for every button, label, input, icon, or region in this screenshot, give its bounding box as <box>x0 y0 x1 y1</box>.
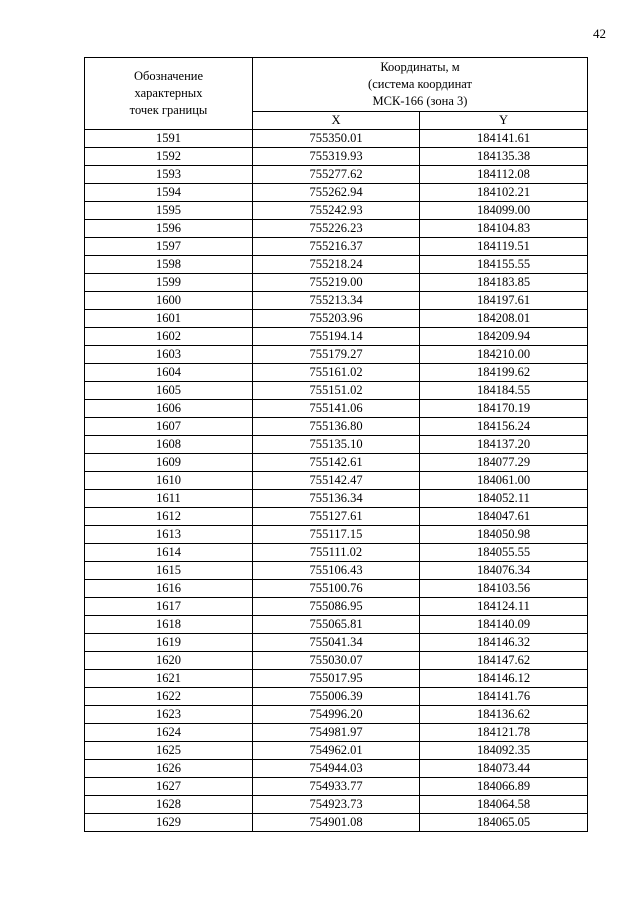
y-coordinate-cell: 184156.24 <box>420 418 588 436</box>
table-row <box>85 274 588 292</box>
table-row <box>85 580 588 598</box>
table-row <box>85 130 588 148</box>
coordinates-header: Координаты, м (система координат МСК-166 (зона 3) <box>253 58 588 112</box>
point-number-cell: 1609 <box>85 454 253 472</box>
table-row <box>85 490 588 508</box>
table-body <box>85 130 588 832</box>
table-row <box>85 436 588 454</box>
y-coordinate-cell: 184104.83 <box>420 220 588 238</box>
table-row <box>85 706 588 724</box>
point-number-cell: 1618 <box>85 616 253 634</box>
y-coordinate-cell: 184155.55 <box>420 256 588 274</box>
y-coordinate-cell: 184073.44 <box>420 760 588 778</box>
y-coordinate-cell: 184140.09 <box>420 616 588 634</box>
x-coordinate-cell: 755041.34 <box>253 634 420 652</box>
x-column-header: X <box>253 112 420 130</box>
point-number-cell: 1613 <box>85 526 253 544</box>
x-coordinate-cell: 755117.15 <box>253 526 420 544</box>
table-row <box>85 814 588 832</box>
y-coordinate-cell: 184061.00 <box>420 472 588 490</box>
x-coordinate-cell: 755135.10 <box>253 436 420 454</box>
table-row <box>85 508 588 526</box>
y-coordinate-cell: 184141.76 <box>420 688 588 706</box>
point-number-cell: 1624 <box>85 724 253 742</box>
x-coordinate-cell: 755179.27 <box>253 346 420 364</box>
table-row <box>85 148 588 166</box>
y-coordinate-cell: 184102.21 <box>420 184 588 202</box>
table-row <box>85 688 588 706</box>
x-coordinate-cell: 754923.73 <box>253 796 420 814</box>
point-number-cell: 1599 <box>85 274 253 292</box>
point-number-cell: 1598 <box>85 256 253 274</box>
table-row <box>85 796 588 814</box>
y-coordinate-cell: 184112.08 <box>420 166 588 184</box>
x-coordinate-cell: 755219.00 <box>253 274 420 292</box>
point-number-cell: 1615 <box>85 562 253 580</box>
point-number-cell: 1601 <box>85 310 253 328</box>
point-number-cell: 1592 <box>85 148 253 166</box>
table-row <box>85 202 588 220</box>
x-coordinate-cell: 755111.02 <box>253 544 420 562</box>
table-row <box>85 328 588 346</box>
table-row <box>85 562 588 580</box>
point-number-cell: 1607 <box>85 418 253 436</box>
y-coordinate-cell: 184137.20 <box>420 436 588 454</box>
x-coordinate-cell: 755194.14 <box>253 328 420 346</box>
x-coordinate-cell: 755262.94 <box>253 184 420 202</box>
point-number-cell: 1620 <box>85 652 253 670</box>
x-coordinate-cell: 754933.77 <box>253 778 420 796</box>
x-coordinate-cell: 755218.24 <box>253 256 420 274</box>
table-row <box>85 454 588 472</box>
table-row <box>85 724 588 742</box>
x-coordinate-cell: 755319.93 <box>253 148 420 166</box>
x-coordinate-cell: 755030.07 <box>253 652 420 670</box>
y-coordinate-cell: 184147.62 <box>420 652 588 670</box>
x-coordinate-cell: 755161.02 <box>253 364 420 382</box>
point-number-cell: 1606 <box>85 400 253 418</box>
x-coordinate-cell: 754944.03 <box>253 760 420 778</box>
x-coordinate-cell: 755213.34 <box>253 292 420 310</box>
table-row <box>85 310 588 328</box>
x-coordinate-cell: 754962.01 <box>253 742 420 760</box>
table-row <box>85 472 588 490</box>
table-row <box>85 544 588 562</box>
x-coordinate-cell: 754996.20 <box>253 706 420 724</box>
x-coordinate-cell: 754901.08 <box>253 814 420 832</box>
table-row <box>85 382 588 400</box>
table-row <box>85 220 588 238</box>
y-coordinate-cell: 184066.89 <box>420 778 588 796</box>
y-coordinate-cell: 184099.00 <box>420 202 588 220</box>
y-coordinate-cell: 184119.51 <box>420 238 588 256</box>
point-number-cell: 1600 <box>85 292 253 310</box>
y-coordinate-cell: 184146.12 <box>420 670 588 688</box>
y-coordinate-cell: 184135.38 <box>420 148 588 166</box>
x-coordinate-cell: 755151.02 <box>253 382 420 400</box>
table-row <box>85 184 588 202</box>
point-number-cell: 1623 <box>85 706 253 724</box>
x-coordinate-cell: 755141.06 <box>253 400 420 418</box>
point-number-cell: 1616 <box>85 580 253 598</box>
point-number-cell: 1625 <box>85 742 253 760</box>
y-coordinate-cell: 184136.62 <box>420 706 588 724</box>
y-coordinate-cell: 184197.61 <box>420 292 588 310</box>
point-number-cell: 1595 <box>85 202 253 220</box>
y-coordinate-cell: 184141.61 <box>420 130 588 148</box>
y-coordinate-cell: 184055.55 <box>420 544 588 562</box>
table-row <box>85 364 588 382</box>
y-coordinate-cell: 184170.19 <box>420 400 588 418</box>
y-coordinate-cell: 184076.34 <box>420 562 588 580</box>
table-row <box>85 256 588 274</box>
x-coordinate-cell: 755142.47 <box>253 472 420 490</box>
point-number-cell: 1622 <box>85 688 253 706</box>
y-coordinate-cell: 184052.11 <box>420 490 588 508</box>
point-number-cell: 1611 <box>85 490 253 508</box>
x-coordinate-cell: 755136.80 <box>253 418 420 436</box>
table-row <box>85 400 588 418</box>
x-coordinate-cell: 755006.39 <box>253 688 420 706</box>
coordinates-table <box>84 57 588 832</box>
point-number-cell: 1605 <box>85 382 253 400</box>
table-row <box>85 670 588 688</box>
y-coordinate-cell: 184050.98 <box>420 526 588 544</box>
point-number-cell: 1596 <box>85 220 253 238</box>
table-row <box>85 166 588 184</box>
y-coordinate-cell: 184065.05 <box>420 814 588 832</box>
table-row <box>85 760 588 778</box>
y-coordinate-cell: 184077.29 <box>420 454 588 472</box>
table-row <box>85 778 588 796</box>
y-coordinate-cell: 184208.01 <box>420 310 588 328</box>
x-coordinate-cell: 755086.95 <box>253 598 420 616</box>
point-number-cell: 1604 <box>85 364 253 382</box>
y-coordinate-cell: 184210.00 <box>420 346 588 364</box>
x-coordinate-cell: 755216.37 <box>253 238 420 256</box>
y-coordinate-cell: 184199.62 <box>420 364 588 382</box>
x-coordinate-cell: 755242.93 <box>253 202 420 220</box>
point-number-cell: 1628 <box>85 796 253 814</box>
y-coordinate-cell: 184124.11 <box>420 598 588 616</box>
y-coordinate-cell: 184121.78 <box>420 724 588 742</box>
point-number-cell: 1591 <box>85 130 253 148</box>
point-number-cell: 1608 <box>85 436 253 454</box>
x-coordinate-cell: 755127.61 <box>253 508 420 526</box>
table-row <box>85 742 588 760</box>
x-coordinate-cell: 755136.34 <box>253 490 420 508</box>
point-number-cell: 1617 <box>85 598 253 616</box>
x-coordinate-cell: 755106.43 <box>253 562 420 580</box>
table-row <box>85 292 588 310</box>
y-coordinate-cell: 184184.55 <box>420 382 588 400</box>
table-row <box>85 346 588 364</box>
point-number-cell: 1603 <box>85 346 253 364</box>
y-coordinate-cell: 184092.35 <box>420 742 588 760</box>
x-coordinate-cell: 755100.76 <box>253 580 420 598</box>
x-coordinate-cell: 755203.96 <box>253 310 420 328</box>
table-row <box>85 616 588 634</box>
table-row <box>85 526 588 544</box>
point-number-cell: 1626 <box>85 760 253 778</box>
page-number: 42 <box>593 26 606 41</box>
point-number-cell: 1602 <box>85 328 253 346</box>
x-coordinate-cell: 755350.01 <box>253 130 420 148</box>
y-coordinate-cell: 184064.58 <box>420 796 588 814</box>
point-number-cell: 1612 <box>85 508 253 526</box>
x-coordinate-cell: 755065.81 <box>253 616 420 634</box>
x-coordinate-cell: 754981.97 <box>253 724 420 742</box>
table-row <box>85 238 588 256</box>
point-designation-header: Обозначение характерных точек границы <box>85 58 253 130</box>
y-coordinate-cell: 184047.61 <box>420 508 588 526</box>
point-number-cell: 1614 <box>85 544 253 562</box>
x-coordinate-cell: 755017.95 <box>253 670 420 688</box>
point-number-cell: 1629 <box>85 814 253 832</box>
x-coordinate-cell: 755226.23 <box>253 220 420 238</box>
point-number-cell: 1621 <box>85 670 253 688</box>
table-row <box>85 634 588 652</box>
y-coordinate-cell: 184103.56 <box>420 580 588 598</box>
point-number-cell: 1619 <box>85 634 253 652</box>
point-number-cell: 1627 <box>85 778 253 796</box>
point-number-cell: 1597 <box>85 238 253 256</box>
x-coordinate-cell: 755142.61 <box>253 454 420 472</box>
table-header-row <box>85 58 588 112</box>
table-row <box>85 598 588 616</box>
point-number-cell: 1610 <box>85 472 253 490</box>
point-number-cell: 1594 <box>85 184 253 202</box>
y-coordinate-cell: 184209.94 <box>420 328 588 346</box>
table-row <box>85 418 588 436</box>
point-number-cell: 1593 <box>85 166 253 184</box>
x-coordinate-cell: 755277.62 <box>253 166 420 184</box>
y-coordinate-cell: 184183.85 <box>420 274 588 292</box>
y-column-header: Y <box>420 112 588 130</box>
table-row <box>85 652 588 670</box>
y-coordinate-cell: 184146.32 <box>420 634 588 652</box>
